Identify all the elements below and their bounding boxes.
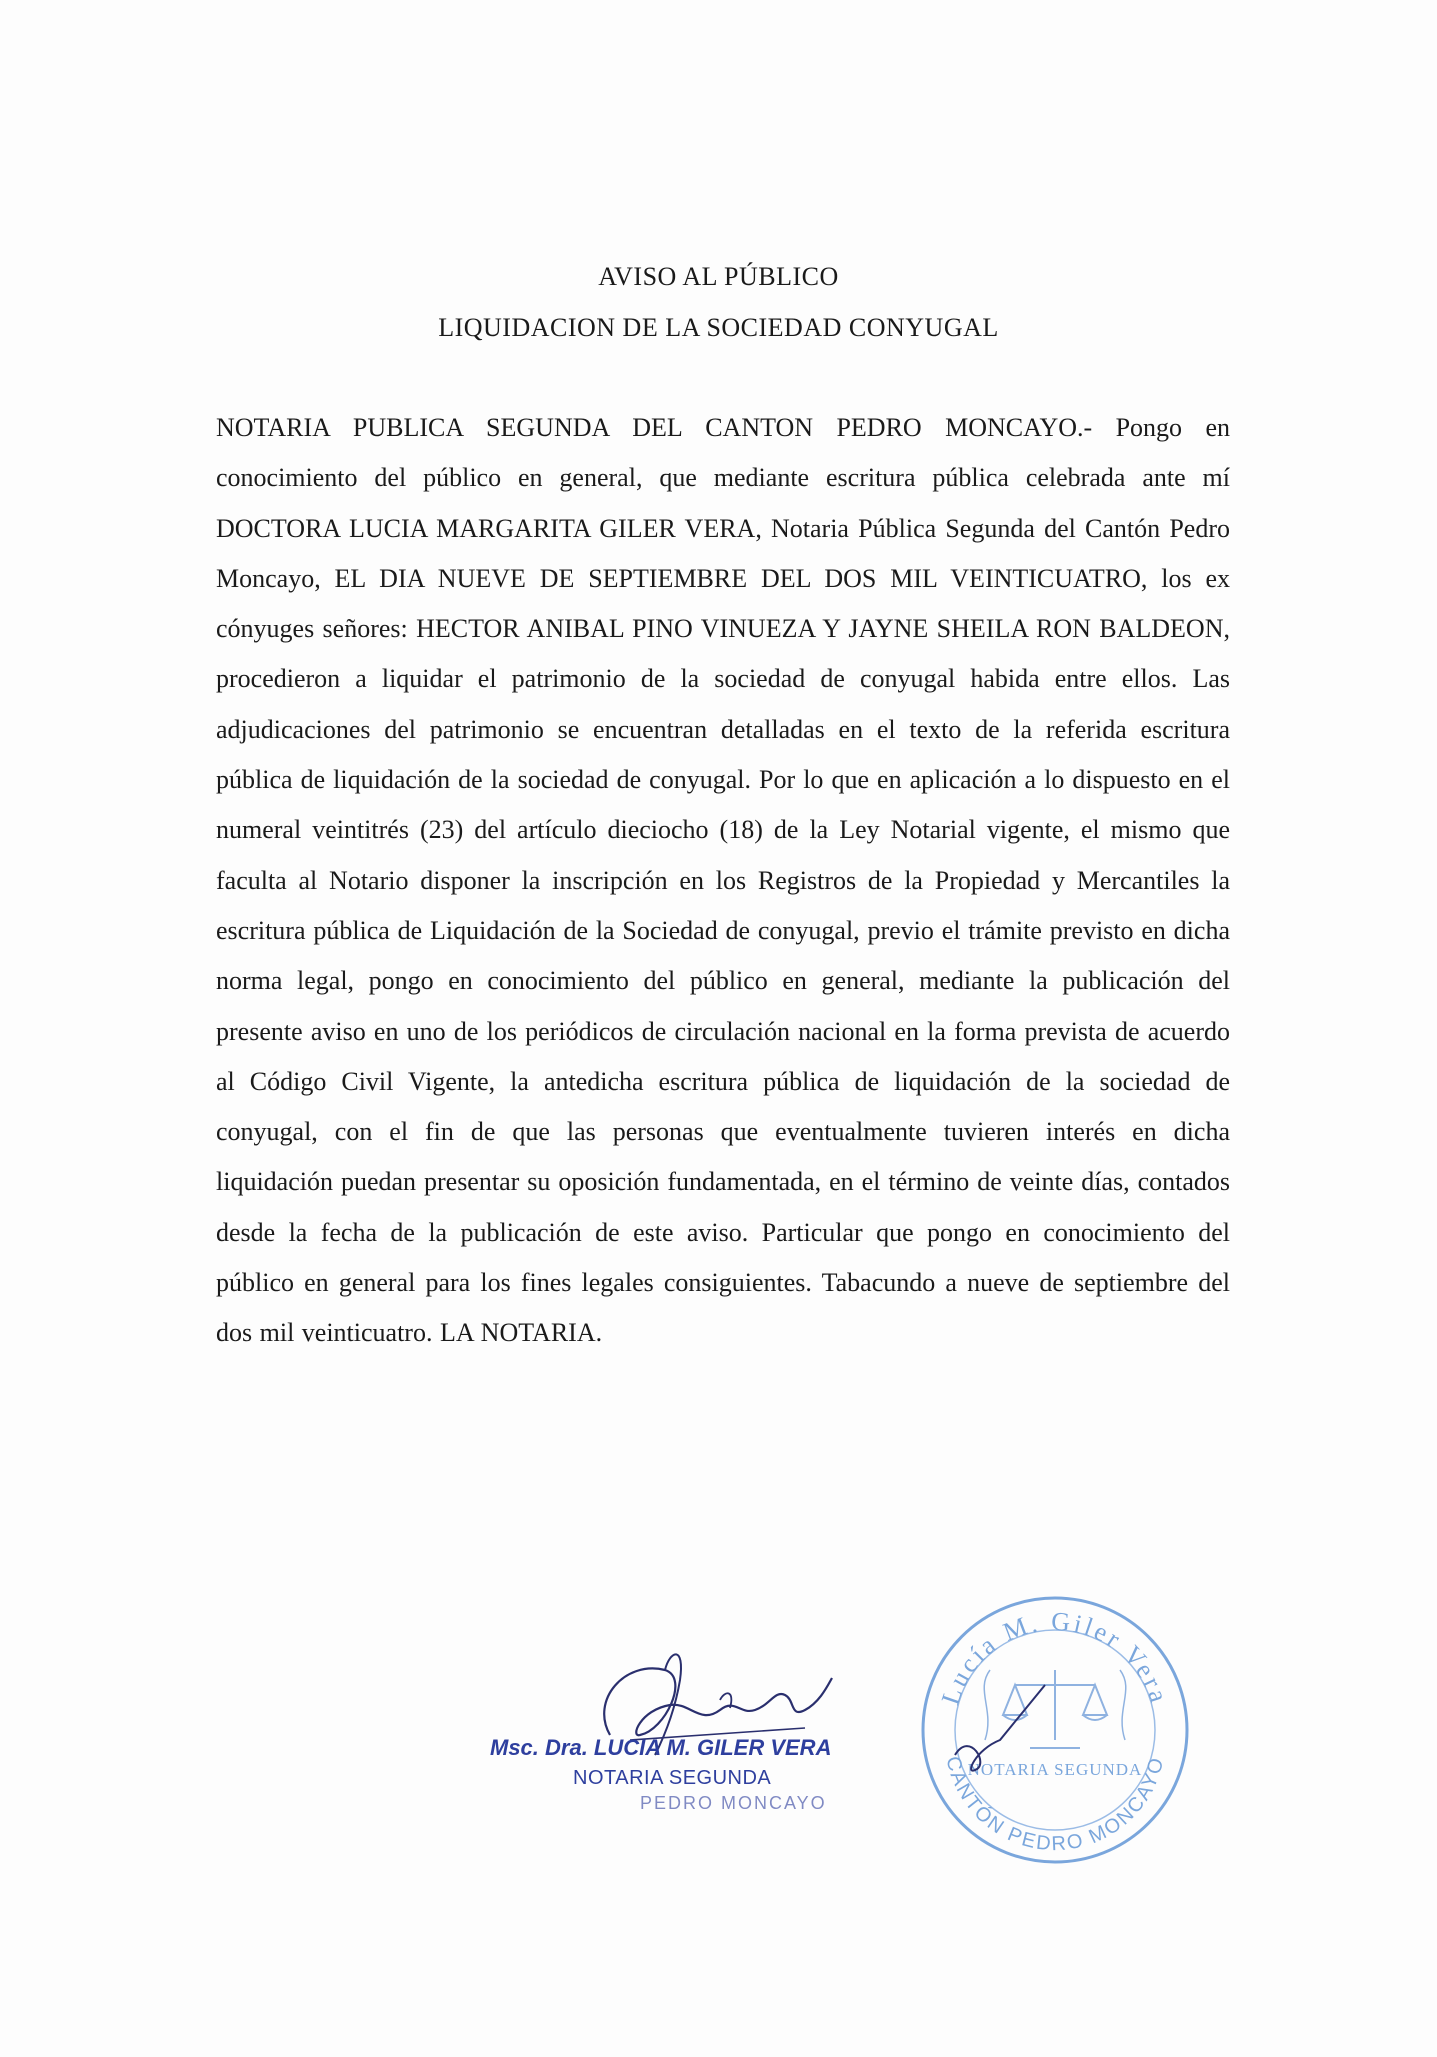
- seal-middle-text: NOTARIA SEGUNDA: [967, 1760, 1143, 1779]
- notice-heading: AVISO AL PÚBLICO: [598, 262, 839, 291]
- notary-stamp-subtitle: PEDRO MONCAYO: [640, 1793, 827, 1813]
- svg-text:CANTÓN PEDRO MONCAYO: CANTÓN PEDRO MONCAYO: [941, 1754, 1169, 1856]
- notice-body: [216, 403, 1230, 1359]
- svg-text:Lucía M. Giler Vera: Lucía M. Giler Vera: [935, 1606, 1175, 1709]
- notice-subheading: LIQUIDACION DE LA SOCIEDAD CONYUGAL: [438, 313, 999, 342]
- notary-stamp-name: Msc. Dra. LUCIA M. GILER VERA: [490, 1735, 832, 1760]
- notice-paragraph: NOTARIA PUBLICA SEGUNDA DEL CANTON PEDRO MONCAYO.- Pongo en conocimiento del público en general, que mediante escritura pública celebrada ante mí DOCTORA LUCIA MARGARITA GILER VERA, Notaria Pública Segunda del Cantón Pedro Moncayo, EL DIA NUEVE DE SEPTIEMBRE DEL DOS MIL VEINTICUATRO, los ex cónyuges señores: HECTOR ANIBAL PINO VINUEZA Y JAYNE SHEILA RON BALDEON, procedieron a liquidar el patrimonio de la sociedad de conyugal habida entre ellos. Las adjudicaciones del patrimonio se encuentran detalladas en el texto de la referida escritura pública de liquidación de la sociedad de conyugal. Por lo que en aplicación a lo dispuesto en el numeral veintitrés (23) del artículo dieciocho (18) de la Ley Notarial vigente, el mismo que faculta al Notario disponer la inscripción en los Registros de la Propiedad y Mercantiles la escritura pública de Liquidación de la Sociedad de conyugal, previo el trámite previsto en dicha norma legal, pongo en conocimiento del público en general, mediante la publicación del presente aviso en uno de los periódicos de circulación nacional en la forma prevista de acuerdo al Código Civil Vigente, la antedicha escritura pública de liquidación de la sociedad de conyugal, con el fin de que las personas que eventualmente tuvieren interés en dicha liquidación puedan presentar su oposición fundamentada, en el término de veinte días, contados desde la fecha de la publicación de este aviso. Particular que pongo en conocimiento del público en general para los fines legales consiguientes. Tabacundo a nueve de septiembre del dos mil veinticuatro. LA NOTARIA.: [216, 413, 1230, 1348]
- notary-stamp-title: NOTARIA SEGUNDA: [573, 1767, 772, 1789]
- notary-seal: [915, 1590, 1195, 1870]
